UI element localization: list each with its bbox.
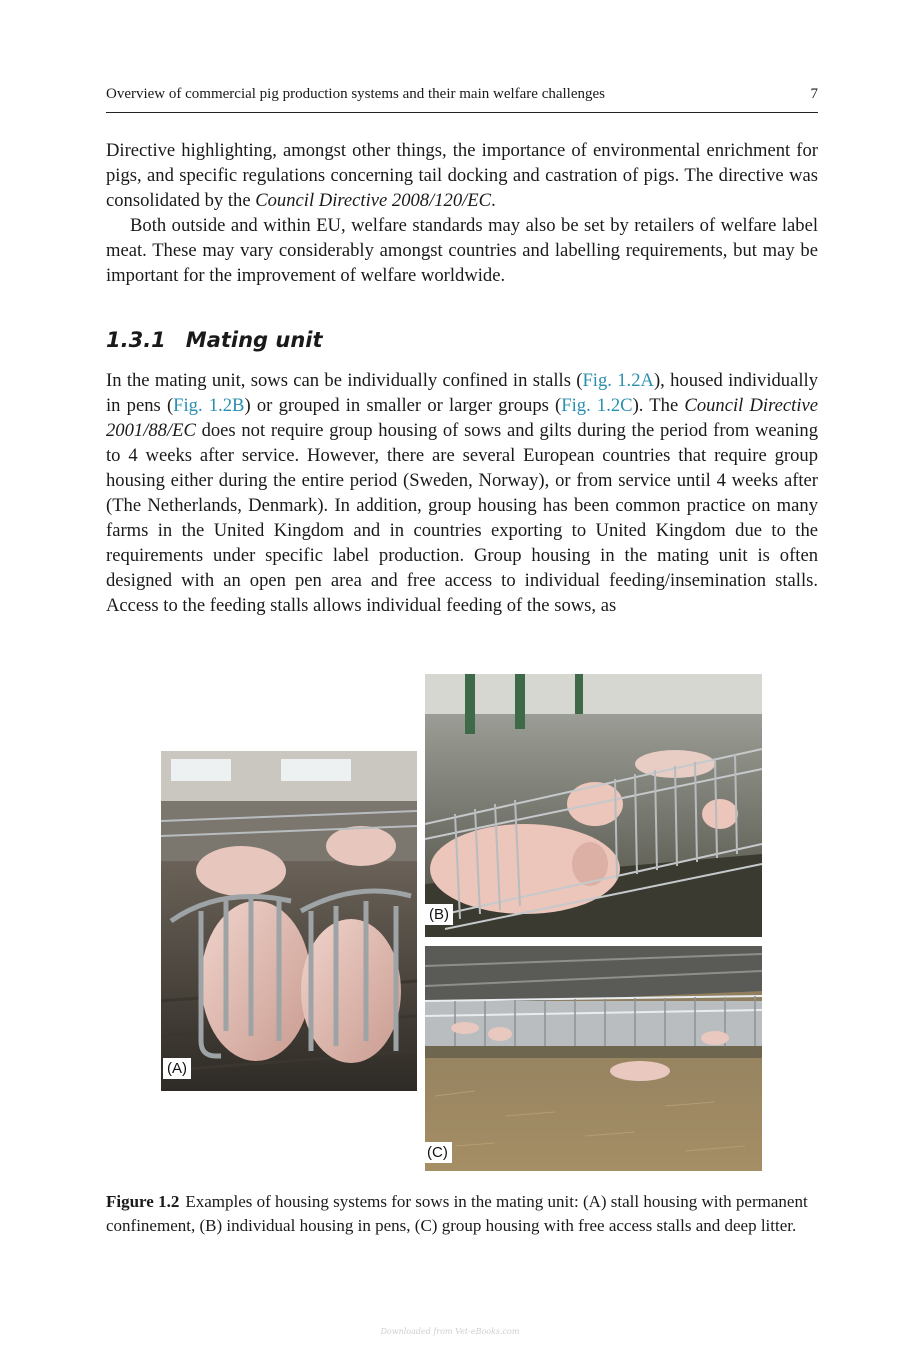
paragraph-directive — [106, 138, 818, 213]
photo-individual-pens-image — [425, 674, 762, 937]
directive-2008-ref: Council Directive 2008/120/EC — [255, 190, 492, 211]
photo-individual-pens — [425, 674, 762, 937]
paragraph-directive-text: Directive highlighting, amongst other things, the importance of environmental enrichment for pigs, and specific regulations concerning tail docking and castration of pigs. The directive was consolidated by the — [106, 140, 818, 211]
photo-label-a: (A) — [163, 1058, 191, 1079]
watermark: Downloaded from Vet-eBooks.com — [380, 1327, 520, 1336]
p3-text-4: ). The — [632, 395, 685, 416]
photo-label-c: (C) — [423, 1142, 452, 1163]
figure-ref-link-c[interactable]: Fig. 1.2C — [561, 395, 633, 416]
photo-label-b: (B) — [425, 904, 453, 925]
photo-group-housing — [425, 946, 762, 1171]
photo-stall-housing-image — [161, 751, 417, 1091]
p3-text-2: ), housed individually in pens ( — [106, 370, 818, 416]
running-title: Overview of commercial pig production systems and their main welfare challenges — [106, 86, 605, 102]
running-header — [106, 84, 818, 113]
section-title: Mating unit — [185, 328, 323, 352]
paragraph-directive-end: . — [491, 190, 496, 211]
paragraph-mating-unit — [106, 368, 818, 618]
p3-text-1: In the mating unit, sows can be individually confined in stalls ( — [106, 370, 583, 391]
figure-ref-link-b[interactable]: Fig. 1.2B — [173, 395, 245, 416]
photo-stall-housing — [161, 751, 417, 1091]
page-number: 7 — [810, 86, 818, 102]
p3-text-5: does not require group housing of sows and gilts during the period from weaning to 4 weeks after service. However, there are several European countries that require group housing either during the entire period (Sweden, Norway), or from service until 4 weeks after (The Netherlands, Denmark). In addition, group housing has been common practice on many farms in the United Kingdom and in countries exporting to United Kingdom due to the requirements under specific label production. Group housing in the mating unit is often designed with an open pen area and free access to individual feeding/insemination stalls. Access to the feeding stalls allows individual feeding of the sows, as — [106, 420, 818, 616]
section-number: 1.3.1 — [106, 328, 166, 352]
section-heading — [106, 328, 323, 352]
photo-group-housing-image — [425, 946, 762, 1171]
figure-caption-label: Figure 1.2 — [106, 1192, 180, 1211]
p3-text-3: ) or grouped in smaller or larger groups ( — [244, 395, 562, 416]
figure-ref-link-a[interactable]: Fig. 1.2A — [582, 370, 654, 391]
figure-caption — [106, 1190, 818, 1237]
directive-2001-ref: Council Directive 2001/88/EC — [106, 395, 818, 441]
figure-caption-text: Examples of housing systems for sows in the mating unit: (A) stall housing with permanent confinement, (B) individual housing in pens, (C) group housing with free access stalls and deep litter. — [106, 1192, 808, 1235]
paragraph-welfare-label: Both outside and within EU, welfare standards may also be set by retailers of welfare label meat. These may vary considerably amongst countries and labelling requirements, but may be important for the improvement of welfare worldwide. — [106, 215, 818, 286]
